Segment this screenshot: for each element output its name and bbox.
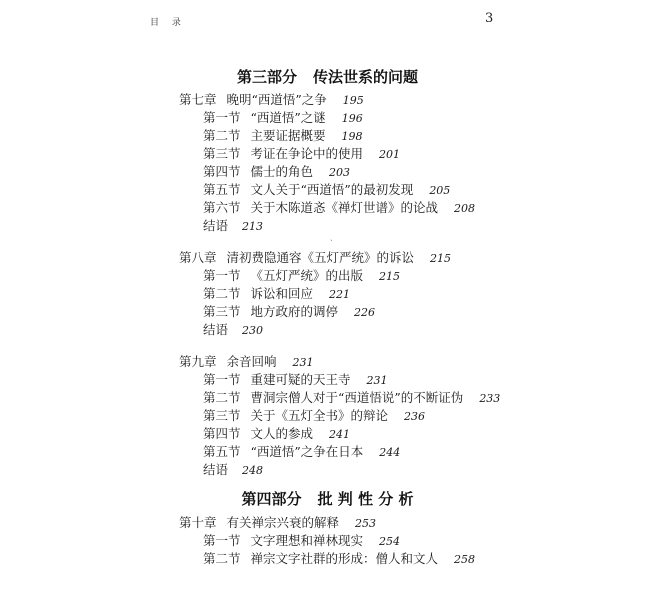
page-ref: 258 (454, 553, 476, 566)
section-label: 第一节 (203, 110, 241, 125)
section-label: 第三节 (203, 408, 241, 423)
section-entry[interactable] (203, 305, 375, 320)
section-entry[interactable] (203, 147, 400, 162)
section-entry[interactable] (203, 427, 350, 442)
section-title: 关于木陈道忞《禅灯世谱》的论战 (250, 200, 439, 215)
page-number: 3 (485, 11, 494, 26)
page-ref: 241 (329, 428, 351, 441)
section-title: 主要证据概要 (250, 128, 326, 143)
page-ref: 198 (341, 130, 363, 143)
part-name: 传法世系的问题 (313, 68, 419, 86)
section-entry[interactable] (203, 201, 475, 216)
section-label: 第二节 (203, 551, 241, 566)
section-entry[interactable] (203, 129, 363, 144)
section-label: 第一节 (203, 533, 241, 548)
section-title: 儒士的角色 (250, 164, 314, 179)
section-label: 第一节 (203, 372, 241, 387)
page-ref: 231 (366, 374, 388, 387)
section-label: 第四节 (203, 426, 241, 441)
section-entry[interactable] (203, 534, 400, 549)
section-title: 《五灯严统》的出版 (250, 268, 364, 283)
page-ref: 231 (292, 356, 314, 369)
chapter-label: 第九章 (179, 354, 217, 369)
section-label: 第二节 (203, 390, 241, 405)
conclusion-label: 结语 (203, 218, 229, 233)
section-label: 第六节 (203, 200, 241, 215)
page-ref: 215 (430, 252, 452, 265)
page-ref: 208 (454, 202, 476, 215)
section-title: “西道悟”之争在日本 (250, 444, 364, 459)
section-title: 重建可疑的天王寺 (250, 372, 351, 387)
page-ref: 203 (329, 166, 351, 179)
part-title (0, 488, 655, 509)
chapter-entry[interactable] (179, 355, 314, 370)
section-title: 诉讼和回应 (250, 286, 314, 301)
section-label: 第五节 (203, 182, 241, 197)
page-ref: 196 (341, 112, 363, 125)
section-entry[interactable] (203, 552, 475, 567)
chapter-label: 第十章 (179, 515, 217, 530)
chapter-label: 第七章 (179, 92, 217, 107)
section-title: 禅宗文字社群的形成：僧人和文人 (250, 551, 439, 566)
section-entry[interactable] (203, 373, 388, 388)
conclusion-label: 结语 (203, 322, 229, 337)
chapter-title: 余音回响 (226, 354, 277, 369)
page-ref: 253 (355, 517, 377, 530)
chapter-title: 有关禅宗兴衰的解释 (226, 515, 340, 530)
part-label: 第四部分 (241, 490, 302, 508)
section-entry[interactable] (203, 409, 425, 424)
section-label: 第三节 (203, 304, 241, 319)
part-title (0, 66, 655, 87)
chapter-entry[interactable] (179, 93, 364, 108)
page-ref: 201 (379, 148, 401, 161)
section-entry[interactable] (203, 269, 400, 284)
section-title: 文人关于“西道悟”的最初发现 (250, 182, 414, 197)
section-entry[interactable] (203, 183, 450, 198)
section-title: 地方政府的调停 (250, 304, 339, 319)
section-title: 文字理想和禅林现实 (250, 533, 364, 548)
section-label: 第五节 (203, 444, 241, 459)
part-name: 批 判 性 分 析 (317, 490, 414, 508)
section-title: 文人的参成 (250, 426, 314, 441)
running-head: 目 录 (150, 18, 186, 28)
page-ref: 221 (329, 288, 351, 301)
page-ref: 233 (479, 392, 501, 405)
page-ref: 236 (404, 410, 426, 423)
page-ref: 230 (242, 324, 264, 337)
chapter-entry[interactable] (179, 516, 376, 531)
section-label: 第三节 (203, 146, 241, 161)
section-label: 第四节 (203, 164, 241, 179)
conclusion-entry[interactable] (203, 219, 263, 234)
section-entry[interactable] (203, 287, 350, 302)
conclusion-label: 结语 (203, 462, 229, 477)
section-entry[interactable] (203, 111, 363, 126)
page-ref: 195 (342, 94, 364, 107)
page-ref: 226 (354, 306, 376, 319)
section-title: 曹洞宗僧人对于“西道悟说”的不断证伪 (250, 390, 464, 405)
page-ref: 213 (242, 220, 264, 233)
chapter-entry[interactable] (179, 251, 451, 266)
part-label: 第三部分 (236, 68, 297, 86)
page-ref: 205 (429, 184, 451, 197)
section-title: 考证在争论中的使用 (250, 146, 364, 161)
page-ref: 244 (379, 446, 401, 459)
section-label: 第二节 (203, 286, 241, 301)
section-entry[interactable] (203, 165, 350, 180)
section-title: “西道悟”之谜 (250, 110, 326, 125)
print-speck: ˏ (330, 232, 333, 241)
section-entry[interactable] (203, 391, 500, 406)
chapter-label: 第八章 (179, 250, 217, 265)
page-ref: 254 (379, 535, 401, 548)
section-title: 关于《五灯全书》的辩论 (250, 408, 389, 423)
chapter-title: 清初费隐通容《五灯严统》的诉讼 (226, 250, 415, 265)
conclusion-entry[interactable] (203, 323, 263, 338)
page-ref: 248 (242, 464, 264, 477)
page-ref: 215 (379, 270, 401, 283)
chapter-title: 晚明“西道悟”之争 (226, 92, 327, 107)
section-label: 第二节 (203, 128, 241, 143)
section-entry[interactable] (203, 445, 400, 460)
conclusion-entry[interactable] (203, 463, 263, 478)
section-label: 第一节 (203, 268, 241, 283)
